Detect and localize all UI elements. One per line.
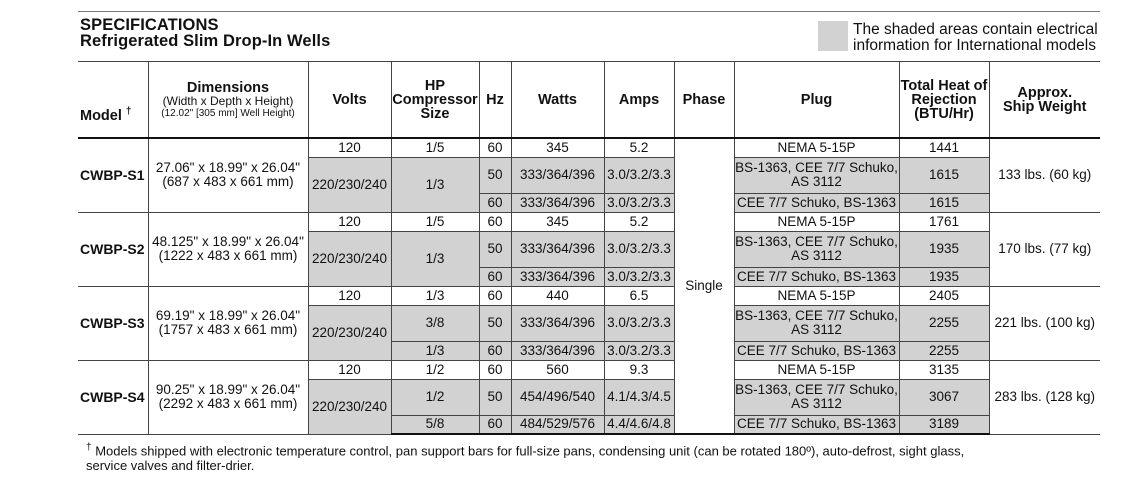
model-cell: CWBP-S2 [78,212,148,286]
plug-cell: NEMA 5-15P [734,286,899,305]
weight-cell: 133 lbs. (60 kg) [989,138,1100,212]
watts-cell: 560 [511,360,604,379]
hp-cell: 1/2 [391,360,479,379]
watts-cell: 345 [511,138,604,157]
amps-cell: 9.3 [604,360,674,379]
shade-legend-text [853,22,1098,54]
btu-cell: 1761 [899,212,989,231]
weight-cell: 170 lbs. (77 kg) [989,212,1100,286]
shade-legend-swatch [818,21,848,51]
btu-cell: 2255 [899,341,989,360]
volts-intl-cell: 220/230/240 [308,157,391,212]
table-row [78,212,1100,231]
hz-cell: 50 [479,231,511,267]
header-watts: Watts [511,62,604,139]
header-heat: Total Heat of Rejection (BTU/Hr) [899,62,989,139]
header-hz: Hz [479,62,511,139]
amps-cell: 3.0/3.2/3.3 [604,157,674,193]
volts-cell: 120 [308,286,391,305]
model-cell: CWBP-S3 [78,286,148,360]
hp-cell: 1/5 [391,212,479,231]
volts-intl-cell: 220/230/240 [308,379,391,434]
top-rule [78,11,1100,12]
plug-cell: BS-1363, CEE 7/7 Schuko, AS 3112 [734,305,899,341]
btu-cell: 1935 [899,267,989,286]
hz-cell: 60 [479,138,511,157]
dimensions-cell: 27.06" x 18.99" x 26.04" (687 x 483 x 661 mm) [148,138,308,212]
watts-cell: 454/496/540 [511,379,604,415]
header-phase: Phase [674,62,734,139]
hp-cell: 1/5 [391,138,479,157]
header-amps: Amps [604,62,674,139]
btu-cell: 2405 [899,286,989,305]
hp-cell: 1/3 [391,341,479,360]
plug-cell: BS-1363, CEE 7/7 Schuko, AS 3112 [734,157,899,193]
hz-cell: 60 [479,341,511,360]
watts-cell: 333/364/396 [511,305,604,341]
amps-cell: 3.0/3.2/3.3 [604,231,674,267]
section-title [80,17,330,49]
hz-cell: 60 [479,193,511,212]
title-line-2: Refrigerated Slim Drop-In Wells [80,32,331,50]
weight-cell: 283 lbs. (128 kg) [989,360,1100,434]
hz-cell: 60 [479,267,511,286]
plug-cell: BS-1363, CEE 7/7 Schuko, AS 3112 [734,231,899,267]
btu-cell: 3189 [899,415,989,434]
specifications-table [78,61,1100,435]
hz-cell: 60 [479,360,511,379]
watts-cell: 333/364/396 [511,193,604,212]
btu-cell: 3067 [899,379,989,415]
model-cell: CWBP-S4 [78,360,148,434]
btu-cell: 1615 [899,193,989,212]
watts-cell: 333/364/396 [511,267,604,286]
volts-cell: 120 [308,360,391,379]
plug-cell: NEMA 5-15P [734,360,899,379]
table-row [78,138,1100,157]
amps-cell: 3.0/3.2/3.3 [604,341,674,360]
hz-cell: 60 [479,286,511,305]
dimensions-cell: 69.19" x 18.99" x 26.04" (1757 x 483 x 661 mm) [148,286,308,360]
dimensions-cell: 90.25" x 18.99" x 26.04" (2292 x 483 x 661 mm) [148,360,308,434]
volts-intl-cell: 220/230/240 [308,231,391,286]
amps-cell: 4.1/4.3/4.5 [604,379,674,415]
volts-intl-cell: 220/230/240 [308,305,391,360]
header-row [78,62,1100,139]
hp-cell: 1/3 [391,157,479,212]
phase-cell: Single [674,138,734,434]
hz-cell: 60 [479,415,511,434]
amps-cell: 6.5 [604,286,674,305]
btu-cell: 2255 [899,305,989,341]
model-cell: CWBP-S1 [78,138,148,212]
btu-cell: 1615 [899,157,989,193]
watts-cell: 333/364/396 [511,157,604,193]
header-model: Model † [78,62,148,139]
watts-cell: 440 [511,286,604,305]
plug-cell: CEE 7/7 Schuko, BS-1363 [734,193,899,212]
plug-cell: NEMA 5-15P [734,212,899,231]
title-line-1: SPECIFICATIONS [80,16,219,34]
plug-cell: CEE 7/7 Schuko, BS-1363 [734,415,899,434]
header-plug: Plug [734,62,899,139]
hp-cell: 3/8 [391,305,479,341]
btu-cell: 3135 [899,360,989,379]
hp-cell: 1/3 [391,231,479,286]
weight-cell: 221 lbs. (100 kg) [989,286,1100,360]
footnote-line-2: service valves and filter-drier. [86,458,255,474]
watts-cell: 345 [511,212,604,231]
plug-cell: CEE 7/7 Schuko, BS-1363 [734,341,899,360]
hp-cell: 1/2 [391,379,479,415]
header-hp: HP Compressor Size [391,62,479,139]
hp-cell: 1/3 [391,286,479,305]
amps-cell: 4.4/4.6/4.8 [604,415,674,434]
watts-cell: 333/364/396 [511,231,604,267]
hp-cell: 5/8 [391,415,479,434]
plug-cell: CEE 7/7 Schuko, BS-1363 [734,267,899,286]
volts-cell: 120 [308,138,391,157]
legend-line-2: information for International models [853,37,1096,54]
volts-cell: 120 [308,212,391,231]
btu-cell: 1935 [899,231,989,267]
watts-cell: 333/364/396 [511,341,604,360]
hz-cell: 50 [479,157,511,193]
dimensions-cell: 48.125" x 18.99" x 26.04" (1222 x 483 x 661 mm) [148,212,308,286]
plug-cell: BS-1363, CEE 7/7 Schuko, AS 3112 [734,379,899,415]
header-dimensions: Dimensions (Width x Depth x Height) (12.02" [305 mm] Well Height) [148,62,308,139]
header-volts: Volts [308,62,391,139]
amps-cell: 5.2 [604,138,674,157]
table-row [78,360,1100,379]
table-row [78,286,1100,305]
footnote-mark: † [86,442,92,453]
hz-cell: 60 [479,212,511,231]
hz-cell: 50 [479,305,511,341]
legend-line-1: The shaded areas contain electrical [853,21,1098,38]
amps-cell: 5.2 [604,212,674,231]
footnote-line-1: Models shipped with electronic temperature control, pan support bars for full-size pans, condensing unit (can be rotated 180º), auto-defrost, sight glass, [95,443,965,459]
header-weight: Approx. Ship Weight [989,62,1100,139]
amps-cell: 3.0/3.2/3.3 [604,193,674,212]
footnote [86,440,986,473]
amps-cell: 3.0/3.2/3.3 [604,267,674,286]
hz-cell: 50 [479,379,511,415]
plug-cell: NEMA 5-15P [734,138,899,157]
watts-cell: 484/529/576 [511,415,604,434]
amps-cell: 3.0/3.2/3.3 [604,305,674,341]
btu-cell: 1441 [899,138,989,157]
